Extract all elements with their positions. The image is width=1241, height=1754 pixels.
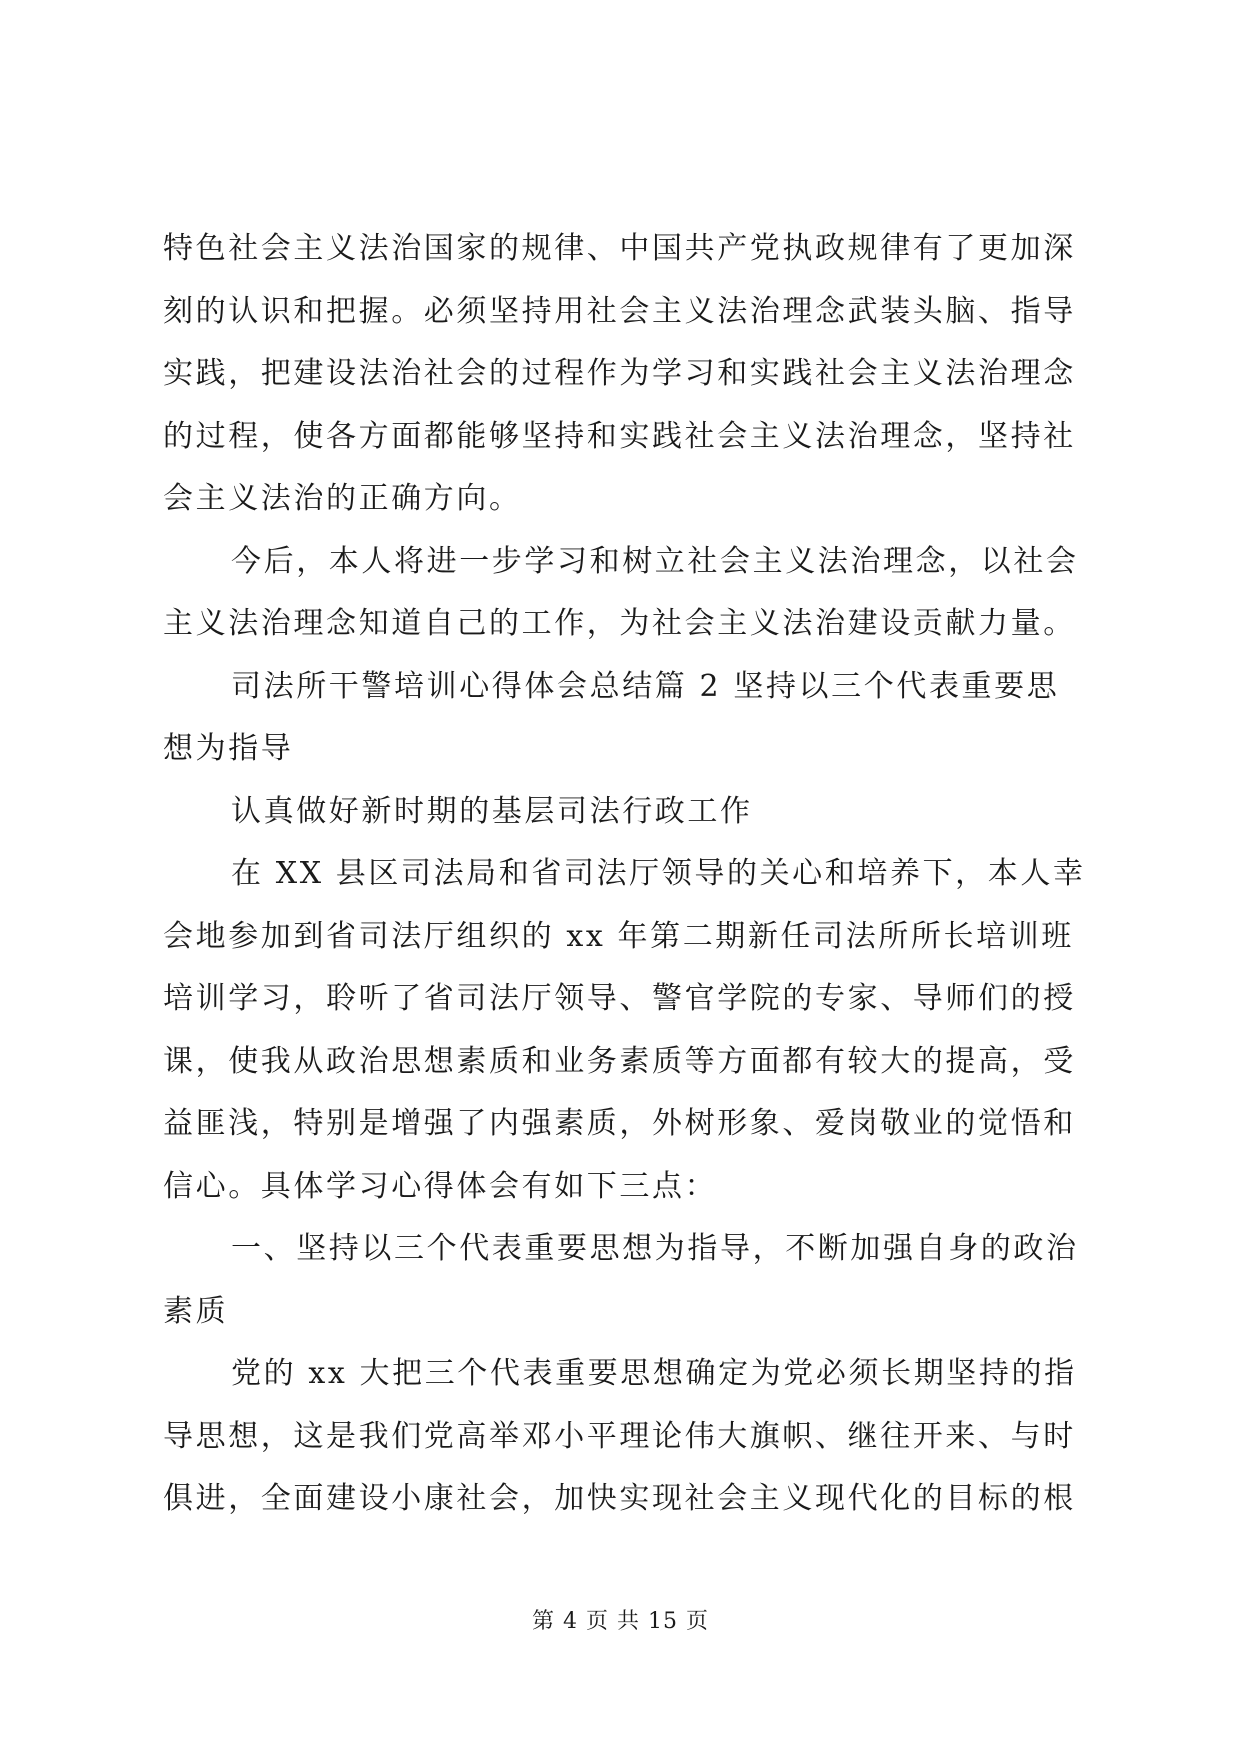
- text-line-2: 刻的认识和把握。必须坚持用社会主义法治理念武装头脑、指导: [163, 293, 1076, 329]
- text-line-3: 实践，把建设法治社会的过程作为学习和实践社会主义法治理念: [163, 356, 1076, 391]
- text-line-18: 素质: [163, 1293, 229, 1329]
- text-line-16: 信心。具体学习心得体会有如下三点：: [163, 1168, 718, 1204]
- text-line-17: 一、坚持以三个代表重要思想为指导，不断加强自身的政治: [231, 1231, 1079, 1266]
- text-line-20: 导思想，这是我们党高举邓小平理论伟大旗帜、继往开来、与时: [163, 1418, 1076, 1454]
- document-body: [163, 218, 1086, 1531]
- text-line-8: 司法所干警培训心得体会总结篇 2 坚持以三个代表重要思: [231, 668, 1060, 704]
- text-line-12: 会地参加到省司法厅组织的 xx 年第二期新任司法所所长培训班: [163, 918, 1074, 954]
- text-line-15: 益匪浅，特别是增强了内强素质，外树形象、爱岗敬业的觉悟和: [163, 1106, 1076, 1141]
- text-line-11: 在 XX 县区司法局和省司法厅领导的关心和培养下，本人幸: [231, 856, 1086, 891]
- text-line-9: 想为指导: [163, 731, 294, 766]
- text-line-10: 认真做好新时期的基层司法行政工作: [231, 793, 753, 829]
- text-line-1: 特色社会主义法治国家的规律、中国共产党执政规律有了更加深: [163, 231, 1076, 266]
- text-line-13: 培训学习，聆听了省司法厅领导、警官学院的专家、导师们的授: [163, 981, 1076, 1016]
- text-line-4: 的过程，使各方面都能够坚持和实践社会主义法治理念，坚持社: [163, 418, 1076, 454]
- text-line-19: 党的 xx 大把三个代表重要思想确定为党必须长期坚持的指: [231, 1356, 1077, 1391]
- text-line-6: 今后，本人将进一步学习和树立社会主义法治理念，以社会: [231, 543, 1079, 579]
- text-line-21: 俱进，全面建设小康社会，加快实现社会主义现代化的目标的根: [163, 1481, 1076, 1516]
- text-line-7: 主义法治理念知道自己的工作，为社会主义法治建设贡献力量。: [163, 606, 1076, 641]
- text-line-5: 会主义法治的正确方向。: [163, 481, 522, 516]
- text-line-14: 课，使我从政治思想素质和业务素质等方面都有较大的提高，受: [163, 1043, 1076, 1079]
- page-number-footer: 第 4 页 共 15 页: [532, 1609, 709, 1634]
